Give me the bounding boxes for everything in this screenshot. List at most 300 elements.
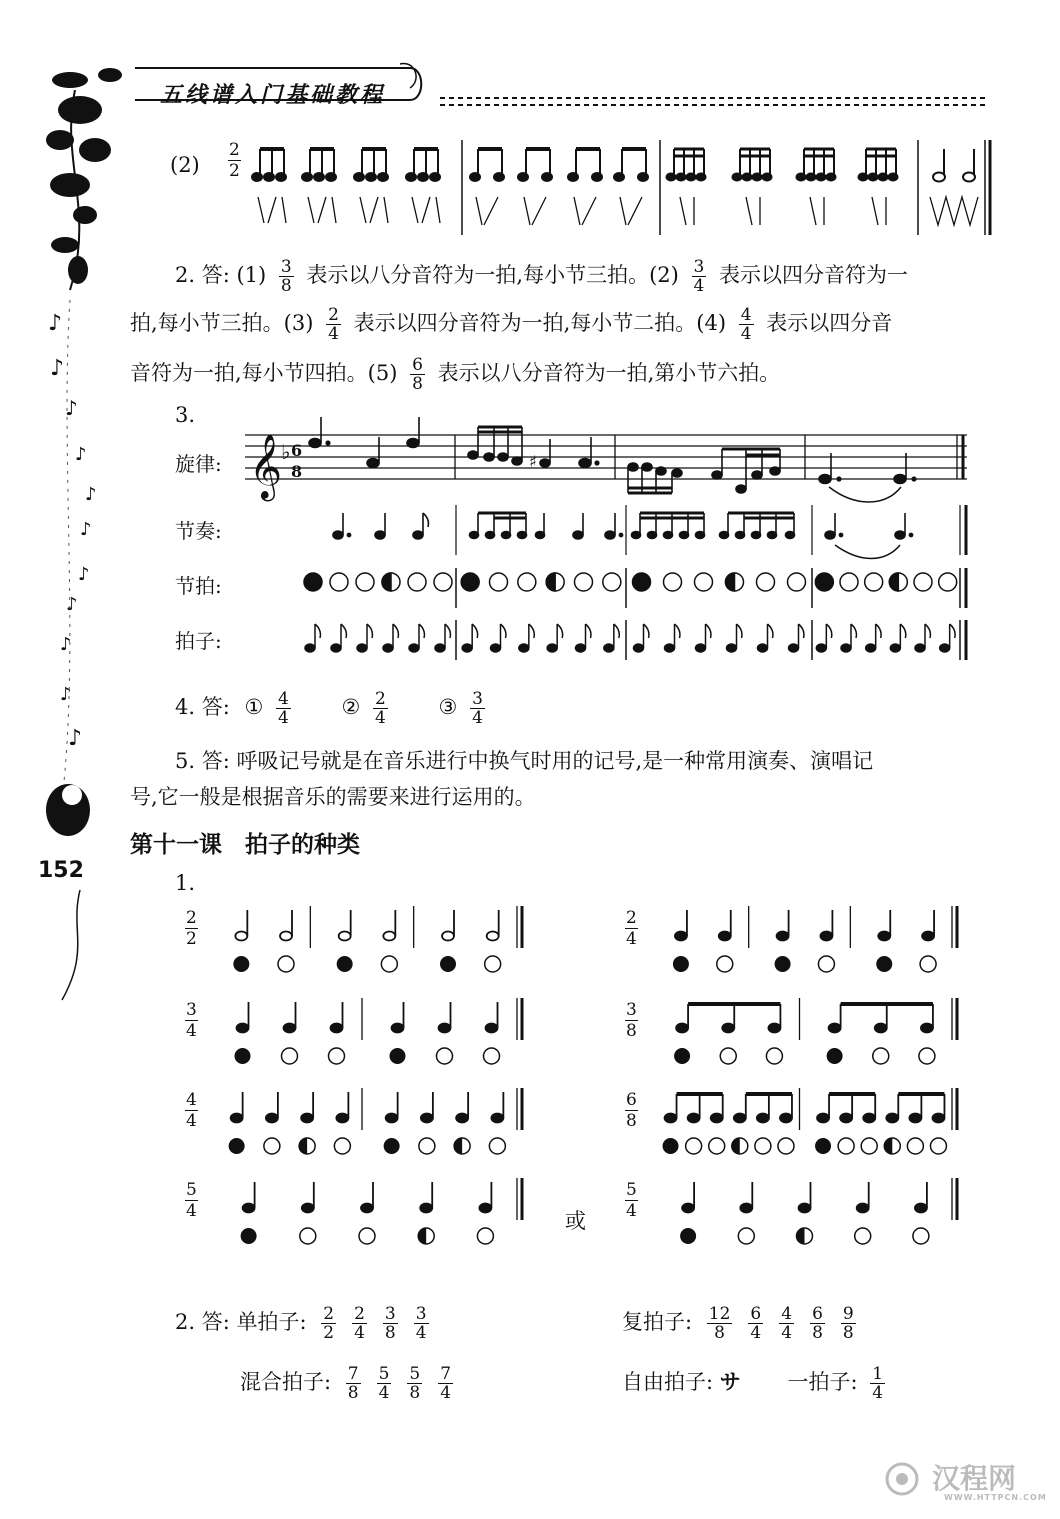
- q2ans-line1-left: [175, 1305, 437, 1342]
- meter-fraction: [346, 1365, 361, 1402]
- mixed-label: 混合拍子:: [240, 1370, 332, 1394]
- strong-beat-circle: [304, 573, 322, 591]
- flower-vine-decoration: [0, 0, 130, 1519]
- q1-item2-time-signature: [228, 140, 241, 181]
- weak-beat-circle: [755, 1138, 771, 1154]
- eighth-note: [816, 624, 831, 652]
- weak-beat-circle: [709, 1138, 725, 1154]
- eighth-note: [940, 624, 955, 652]
- den: 4: [781, 1323, 793, 1343]
- quarter-note: [878, 910, 890, 941]
- num: 2: [328, 305, 339, 325]
- weak-beat-circle: [408, 573, 426, 591]
- weak-beat-circle: [278, 956, 294, 972]
- eighth-note: [829, 1004, 841, 1033]
- m2-notes: [470, 149, 648, 181]
- quarter-note: [386, 1092, 398, 1123]
- m1-notes: [252, 149, 440, 181]
- q2-p4-text: 表示以四分音: [766, 311, 893, 335]
- example-time-signature: [185, 1090, 198, 1131]
- weak-beat-circle: [518, 573, 536, 591]
- weak-beat-circle: [359, 1228, 375, 1244]
- watermark-brand: 汉程网: [932, 1462, 1017, 1495]
- or-label: 或: [565, 1209, 586, 1233]
- half-note: [487, 910, 499, 941]
- eighth-note: [435, 624, 450, 652]
- row-label-rhythm: 节奏:: [175, 519, 222, 543]
- meter-example-6: [655, 1088, 970, 1168]
- weak-beat-circle: [757, 573, 775, 591]
- fraction-6-8: [410, 356, 425, 393]
- den: 4: [278, 708, 289, 728]
- svg-text:♪: ♪: [78, 564, 90, 585]
- den: 8: [626, 1021, 637, 1041]
- weak-beat-circle: [913, 1228, 929, 1244]
- free-symbol: サ: [719, 1369, 741, 1394]
- num: 4: [186, 1090, 197, 1110]
- quarter-note: [486, 1002, 498, 1033]
- eighth-note: [665, 1094, 677, 1123]
- eighth-note: [817, 1094, 829, 1123]
- num: 3: [626, 1000, 637, 1020]
- quarter-note: [857, 1182, 869, 1213]
- compound-label: 复拍子:: [622, 1310, 693, 1334]
- watermark: [880, 1455, 1050, 1510]
- eighth-note: [727, 624, 742, 652]
- meter-fraction: [707, 1305, 733, 1342]
- single-meter: [870, 1365, 885, 1402]
- eighth-note: [789, 624, 804, 652]
- meter-example-2: [655, 906, 970, 986]
- den: 4: [740, 324, 752, 344]
- weak-beat-circle: [282, 1048, 298, 1064]
- time-sig-bottom: 8: [291, 462, 303, 481]
- meter-fraction: [383, 1305, 398, 1342]
- quarter-note: [799, 1182, 811, 1213]
- quarter-note: [392, 1002, 404, 1033]
- num: 2: [323, 1304, 335, 1324]
- eighth-note: [780, 1094, 792, 1123]
- eighth-note: [547, 624, 562, 652]
- eighth-note: [604, 624, 619, 652]
- eighth-note: [305, 624, 320, 652]
- quarter-note: [491, 1092, 503, 1123]
- meter-example-8: [655, 1178, 970, 1258]
- num: 5: [378, 1364, 390, 1384]
- quarter-note: [421, 1092, 433, 1123]
- weak-beat-circle: [920, 956, 936, 972]
- eighth-note: [932, 1094, 944, 1123]
- fraction-4-4: [739, 306, 754, 343]
- strong-beat-circle: [229, 1138, 245, 1154]
- eighth-note: [866, 624, 881, 652]
- den: 4: [186, 1111, 197, 1131]
- quarter-note: [456, 1092, 468, 1123]
- q4-mark-1: ①: [244, 695, 264, 719]
- quarter-note: [777, 910, 789, 941]
- num: 3: [186, 1000, 197, 1020]
- weak-beat-circle: [603, 573, 621, 591]
- quarter-note: [922, 910, 934, 941]
- medium-beat-circle: [726, 573, 744, 591]
- den: 4: [378, 1383, 390, 1403]
- eighth-note: [768, 1004, 780, 1033]
- weak-beat-circle: [329, 1048, 345, 1064]
- quarter-note: [439, 1002, 451, 1033]
- medium-beat-circle: [299, 1138, 315, 1154]
- weak-beat-circle: [686, 1138, 702, 1154]
- medium-beat-circle: [797, 1228, 813, 1244]
- eighth-note: [711, 1094, 723, 1123]
- q2ans-line2-left: [240, 1365, 461, 1402]
- den: 4: [626, 1201, 637, 1221]
- strong-beat-circle: [680, 1228, 696, 1244]
- fraction-3-4: [692, 258, 707, 295]
- weak-beat-circle: [914, 573, 932, 591]
- weak-beat-circle: [919, 1048, 935, 1064]
- q2-p5-text: 表示以八分音符为一拍,第小节六拍。: [437, 361, 781, 385]
- num: 6: [626, 1090, 637, 1110]
- m3-notes: [667, 149, 898, 181]
- weak-beat-circle: [939, 573, 957, 591]
- eighth-note: [696, 624, 711, 652]
- half-note: [339, 910, 351, 941]
- q4-mark-2: ②: [341, 695, 361, 719]
- example-time-signature: [185, 1000, 198, 1041]
- quarter-note: [682, 1182, 694, 1213]
- den: 2: [323, 1323, 335, 1343]
- q1-item2-label: (2): [170, 153, 200, 177]
- example-time-signature: [625, 908, 638, 949]
- den: 8: [812, 1323, 823, 1343]
- num: 3: [280, 257, 292, 277]
- eighth-note: [841, 624, 856, 652]
- weak-beat-circle: [873, 1048, 889, 1064]
- strong-beat-circle: [633, 573, 651, 591]
- weak-beat-circle: [330, 573, 348, 591]
- q4-line: [175, 690, 491, 727]
- quarter-note: [820, 910, 832, 941]
- quarter-note: [479, 1182, 491, 1213]
- meter-fraction: [352, 1305, 367, 1342]
- num: 12: [708, 1304, 731, 1324]
- half-note: [280, 910, 292, 941]
- num: 2: [186, 908, 197, 928]
- mixed-meters: [338, 1364, 461, 1403]
- weak-beat-circle: [930, 1138, 946, 1154]
- strong-beat-circle: [827, 1048, 843, 1064]
- meter-example-7: [215, 1178, 535, 1258]
- meter-fraction: [321, 1305, 336, 1342]
- weak-beat-circle: [381, 956, 397, 972]
- num: 6: [750, 1304, 762, 1324]
- quarter-note: [420, 1182, 432, 1213]
- eighth-note: [665, 624, 680, 652]
- row-label-melody: 旋律:: [175, 452, 222, 476]
- eighth-note: [921, 1004, 933, 1033]
- medium-beat-circle: [382, 573, 400, 591]
- eighth-note: [357, 624, 372, 652]
- meter-fraction: [414, 1305, 429, 1342]
- eighth-note: [462, 624, 477, 652]
- eighth-note: [840, 1094, 852, 1123]
- q2-line3-a: 音符为一拍,每小节四拍。(5): [130, 361, 398, 385]
- q2-p3-text: 表示以四分音符为一拍,每小节二拍。(4): [353, 311, 727, 335]
- header-rule: [440, 95, 1000, 109]
- q2-prefix: 2. 答: (1): [175, 263, 267, 287]
- eighth-note: [863, 1094, 875, 1123]
- num: 4: [781, 1304, 793, 1324]
- q4-mark-3: ③: [438, 695, 458, 719]
- den: 8: [412, 374, 423, 394]
- svg-text:♪: ♪: [68, 726, 83, 751]
- svg-text:♪: ♪: [60, 634, 72, 655]
- q2-line3: [130, 356, 780, 393]
- strong-beat-circle: [876, 956, 892, 972]
- num: 7: [440, 1364, 452, 1384]
- eighth-note: [757, 1094, 769, 1123]
- quarter-note: [237, 1002, 249, 1033]
- q1-item2-rhythm: [250, 135, 990, 245]
- time-sig-top: 6: [291, 441, 303, 460]
- weak-beat-circle: [717, 956, 733, 972]
- weak-beat-circle: [485, 956, 501, 972]
- svg-text:♪: ♪: [65, 396, 78, 420]
- meter-example-3: [215, 998, 535, 1078]
- strong-beat-circle: [337, 956, 353, 972]
- single-label: 一拍子:: [787, 1370, 858, 1394]
- quarter-note: [266, 1092, 278, 1123]
- meter-fraction: [779, 1305, 794, 1342]
- fraction-3-8: [279, 258, 294, 295]
- fraction-2-4: [326, 306, 341, 343]
- svg-text:♪: ♪: [50, 356, 65, 381]
- weak-beat-circle: [838, 1138, 854, 1154]
- den: 4: [440, 1383, 452, 1403]
- weak-beat-circle: [477, 1228, 493, 1244]
- example-time-signature: [625, 1180, 638, 1221]
- quarter-note: [231, 1092, 243, 1123]
- eighth-note: [409, 624, 424, 652]
- q3-rhythm-row: [300, 505, 980, 555]
- eighth-note: [915, 624, 930, 652]
- weak-beat-circle: [865, 573, 883, 591]
- eighth-note: [634, 624, 649, 652]
- weak-beat-circle: [738, 1228, 754, 1244]
- den: 8: [409, 1383, 421, 1403]
- strong-beat-circle: [390, 1048, 406, 1064]
- den: 4: [626, 929, 637, 949]
- medium-beat-circle: [884, 1138, 900, 1154]
- q4-answer-1: [276, 690, 291, 727]
- num: 2: [375, 689, 386, 709]
- quarter-note: [719, 910, 731, 941]
- eighth-note: [722, 1004, 734, 1033]
- num: 1: [872, 1364, 884, 1384]
- den: 8: [842, 1323, 854, 1343]
- den: 4: [472, 708, 483, 728]
- strong-beat-circle: [384, 1138, 400, 1154]
- strong-beat-circle: [233, 956, 249, 972]
- den: 4: [328, 324, 339, 344]
- q5-line2: 号,它一般是根据音乐的需要来进行运用的。: [130, 785, 536, 809]
- den: 8: [714, 1323, 725, 1343]
- meter-example-4: [655, 998, 970, 1078]
- quarter-note: [675, 910, 687, 941]
- num: 3: [384, 1304, 396, 1324]
- num: 3: [415, 1304, 427, 1324]
- num: 3: [472, 689, 483, 709]
- strong-beat-circle: [815, 1138, 831, 1154]
- example-time-signature: [185, 1180, 198, 1221]
- den: 4: [750, 1323, 762, 1343]
- num: 5: [626, 1180, 637, 1200]
- weak-beat-circle: [840, 573, 858, 591]
- eighth-note: [576, 624, 591, 652]
- weak-beat-circle: [778, 1138, 794, 1154]
- strong-beat-circle: [241, 1228, 257, 1244]
- quarter-note: [915, 1182, 927, 1213]
- den: 4: [186, 1201, 197, 1221]
- den: 8: [280, 276, 292, 296]
- svg-text:♪: ♪: [85, 484, 97, 505]
- num: 6: [812, 1304, 823, 1324]
- den: 4: [375, 708, 386, 728]
- eighth-note: [491, 624, 506, 652]
- eighth-note: [688, 1094, 700, 1123]
- den: 4: [354, 1323, 365, 1343]
- weak-beat-circle: [575, 573, 593, 591]
- den: 2: [186, 929, 197, 949]
- weak-beat-circle: [356, 573, 374, 591]
- q3-beat-row: [300, 568, 980, 608]
- num: 4: [278, 689, 289, 709]
- q3-melody-staff: [245, 415, 975, 505]
- num: 4: [740, 305, 752, 325]
- meter-example-1: [215, 906, 535, 986]
- strong-beat-circle: [235, 1048, 251, 1064]
- weak-beat-circle: [788, 573, 806, 591]
- strong-beat-circle: [775, 956, 791, 972]
- den: 8: [626, 1111, 637, 1131]
- q2-line2-a: 拍,每小节三拍。(3): [130, 311, 314, 335]
- num: 3: [693, 257, 705, 277]
- strong-beat-circle: [440, 956, 456, 972]
- weak-beat-circle: [489, 1138, 505, 1154]
- q2-p1-text: 表示以八分音符为一拍,每小节三拍。(2): [306, 263, 679, 287]
- weak-beat-circle: [490, 573, 508, 591]
- meter-fraction: [377, 1365, 392, 1402]
- weak-beat-circle: [720, 1048, 736, 1064]
- example-time-signature: [625, 1000, 638, 1041]
- weak-beat-circle: [861, 1138, 877, 1154]
- weak-beat-circle: [434, 573, 452, 591]
- meter-fraction: [841, 1305, 856, 1342]
- quarter-note: [331, 1002, 343, 1033]
- quarter-note: [243, 1182, 255, 1213]
- den: 8: [384, 1323, 396, 1343]
- time-num: 2: [229, 140, 240, 160]
- q3-meter-row: [300, 620, 980, 660]
- eighth-note: [331, 624, 346, 652]
- weak-beat-circle: [855, 1228, 871, 1244]
- compound-meters: [699, 1304, 864, 1343]
- lesson-11-title: 第十一课 拍子的种类: [130, 832, 360, 858]
- strong-beat-circle: [815, 573, 833, 591]
- meter-fraction: [748, 1305, 763, 1342]
- free-label: 自由拍子:: [622, 1370, 714, 1394]
- num: 2: [626, 908, 637, 928]
- page-number: 152: [38, 858, 84, 883]
- medium-beat-circle: [889, 573, 907, 591]
- weak-beat-circle: [664, 573, 682, 591]
- medium-beat-circle: [454, 1138, 470, 1154]
- weak-beat-circle: [818, 956, 834, 972]
- weak-beat-circle: [766, 1048, 782, 1064]
- weak-beat-circle: [334, 1138, 350, 1154]
- q2-line2: [130, 306, 892, 343]
- eighth-note: [890, 624, 905, 652]
- lesson11-q1-number: 1.: [175, 871, 196, 895]
- meter-example-5: [215, 1088, 535, 1168]
- svg-text:♭: ♭: [281, 440, 291, 464]
- num: 7: [347, 1364, 359, 1384]
- quarter-note: [740, 1182, 752, 1213]
- weak-beat-circle: [907, 1138, 923, 1154]
- quarter-note: [361, 1182, 373, 1213]
- q2-p2-text: 表示以四分音符为一: [719, 263, 909, 287]
- den: 4: [693, 276, 705, 296]
- q2ans-line2-right: [622, 1365, 891, 1402]
- svg-text:♪: ♪: [60, 684, 72, 705]
- book-title: 五线谱入门基础教程: [160, 82, 386, 108]
- eighth-note: [734, 1094, 746, 1123]
- num: 6: [412, 355, 423, 375]
- meter-fraction: [407, 1365, 422, 1402]
- num: 2: [354, 1304, 365, 1324]
- q5-line1: 5. 答: 呼吸记号就是在音乐进行中换气时用的记号,是一种常用演奏、演唱记: [175, 749, 874, 773]
- strong-beat-circle: [674, 1048, 690, 1064]
- eighth-note: [875, 1004, 887, 1033]
- q4-answer-3: [470, 690, 485, 727]
- quarter-note: [284, 1002, 296, 1033]
- weak-beat-circle: [437, 1048, 453, 1064]
- row-label-beat: 节拍:: [175, 574, 222, 598]
- medium-beat-circle: [546, 573, 564, 591]
- weak-beat-circle: [264, 1138, 280, 1154]
- half-note: [383, 910, 395, 941]
- svg-text:♯: ♯: [529, 452, 537, 471]
- quarter-note: [302, 1182, 314, 1213]
- q2ans-line1-right: [622, 1305, 864, 1342]
- q4-answer-2: [373, 690, 388, 727]
- weak-beat-circle: [484, 1048, 500, 1064]
- num: 5: [409, 1364, 421, 1384]
- m4-notes: [933, 149, 975, 182]
- strong-beat-circle: [461, 573, 479, 591]
- strong-beat-circle: [663, 1138, 679, 1154]
- medium-beat-circle: [732, 1138, 748, 1154]
- den: 4: [415, 1323, 427, 1343]
- q2ans-prefix: 2. 答: 单拍子:: [175, 1310, 307, 1334]
- q2-line1: [175, 258, 908, 295]
- simple-meters: [313, 1304, 436, 1343]
- svg-text:♪: ♪: [48, 311, 63, 336]
- row-label-meter: 拍子:: [175, 629, 222, 653]
- eighth-note: [886, 1094, 898, 1123]
- example-time-signature: [185, 908, 198, 949]
- num: 5: [186, 1180, 197, 1200]
